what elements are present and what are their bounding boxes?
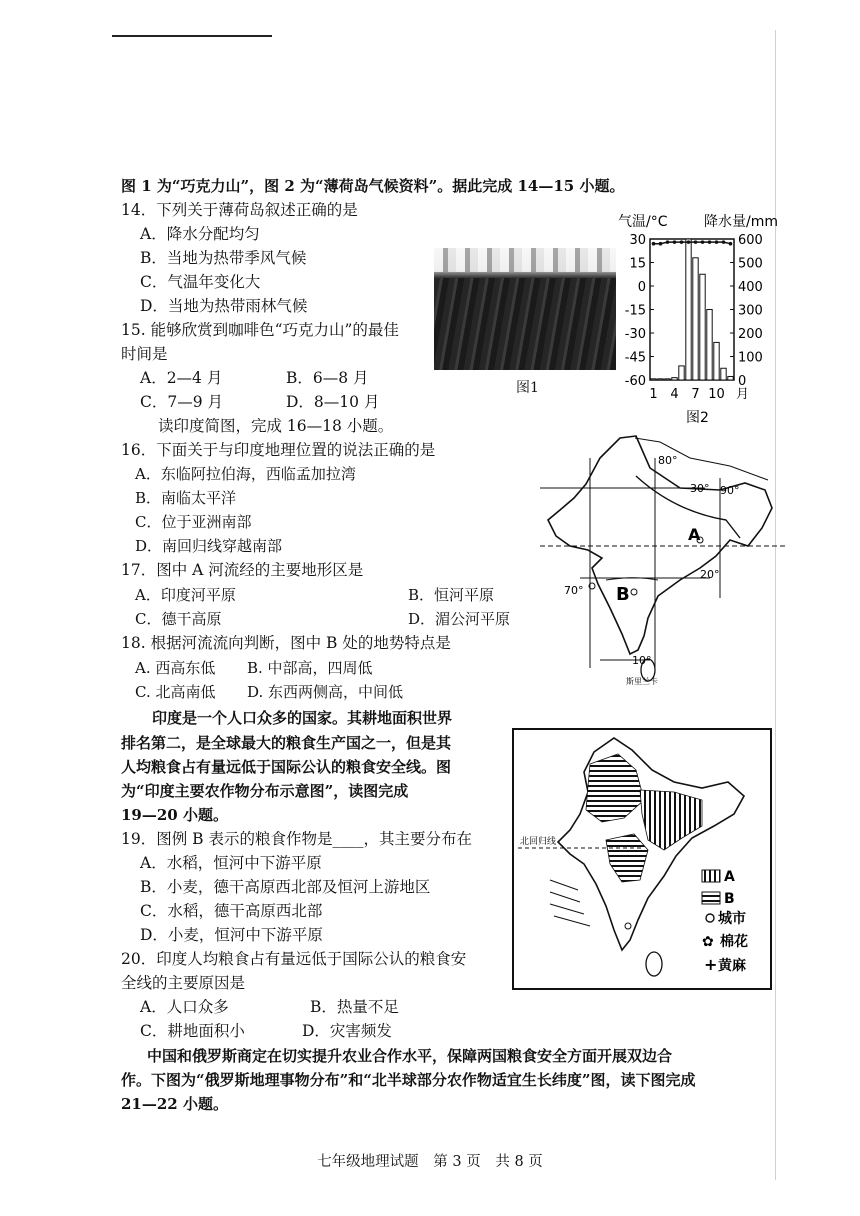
q16-option-c: C．位于亚洲南部 bbox=[135, 513, 252, 531]
temperature-line bbox=[654, 242, 731, 244]
q19-option-b: B．小麦，德干高原西北部及恒河上游地区 bbox=[140, 878, 431, 896]
label-90: 90° bbox=[720, 484, 740, 497]
q20-option-a: A．人口众多 bbox=[140, 998, 229, 1016]
y-right-tick: 500 bbox=[738, 256, 763, 272]
y-left-tick: 30 bbox=[629, 233, 646, 248]
y-left-tick: -60 bbox=[624, 374, 646, 389]
crop-map bbox=[514, 730, 770, 988]
passage-21-22-line1: 中国和俄罗斯商定在切实提升农业合作水平，保障两国粮食安全方面开展双边合 bbox=[147, 1047, 673, 1065]
y-left-tick: 0 bbox=[637, 280, 646, 295]
q15-option-b: B．6—8 月 bbox=[286, 369, 369, 387]
legend-label-a: A bbox=[724, 869, 735, 885]
q16-option-b: B．南临太平洋 bbox=[135, 489, 237, 507]
intro-14-15: 图 1 为“巧克力山”，图 2 为“薄荷岛气候资料”。据此完成 14—15 小题。 bbox=[121, 177, 625, 195]
monsoon-arrow-3 bbox=[550, 904, 584, 914]
q15-stem-line1: 15. 能够欣赏到咖啡色“巧克力山”的最佳 bbox=[121, 321, 399, 339]
legend-swatch-b bbox=[702, 892, 720, 904]
tropic-label: 北回归线 bbox=[520, 837, 557, 847]
q14-option-b: B．当地为热带季风气候 bbox=[140, 249, 307, 267]
chocolate-hills-photo bbox=[434, 248, 616, 370]
legend-label-cotton: 棉花 bbox=[720, 934, 748, 950]
precipitation-bar bbox=[721, 368, 726, 380]
x-tick: 1 bbox=[649, 387, 658, 402]
q15-option-c: C．7—9 月 bbox=[140, 393, 224, 411]
q14-option-a: A．降水分配均匀 bbox=[140, 225, 260, 243]
crop-area-b-south bbox=[606, 834, 648, 882]
precipitation-bar bbox=[714, 342, 719, 380]
climate-chart bbox=[600, 208, 790, 430]
label-80: 80° bbox=[658, 454, 678, 467]
q14-option-d: D．当地为热带雨林气候 bbox=[140, 297, 308, 315]
passage-19-20-line3: 人均粮食占有量远低于国际公认的粮食安全线。图 bbox=[121, 758, 452, 776]
label-point-b: B bbox=[616, 584, 630, 605]
precipitation-bar bbox=[707, 310, 712, 381]
y-left-tick: 15 bbox=[629, 256, 646, 272]
q20-stem-line1: 20．印度人均粮食占有量远低于国际公认的粮食安 bbox=[121, 950, 467, 968]
q20-stem-line2: 全线的主要原因是 bbox=[121, 974, 246, 992]
precipitation-bar bbox=[679, 366, 684, 380]
label-70: 70° bbox=[564, 584, 584, 597]
label-10: 10° bbox=[632, 654, 652, 667]
city-dot-2 bbox=[631, 589, 637, 595]
y-right-tick: 300 bbox=[738, 303, 763, 319]
q20-option-d: D．灾害频发 bbox=[302, 1022, 392, 1040]
india-sketch-map bbox=[540, 428, 790, 690]
crop-area-a bbox=[640, 790, 702, 850]
passage-21-22-line3: 21—22 小题。 bbox=[121, 1095, 228, 1113]
scan-edge-line bbox=[775, 30, 776, 1180]
q17-option-c: C．德干高原 bbox=[135, 610, 222, 628]
page-footer bbox=[0, 1150, 860, 1171]
q16-option-a: A．东临阿拉伯海，西临孟加拉湾 bbox=[135, 465, 356, 483]
q15-option-d: D．8—10 月 bbox=[286, 393, 380, 411]
legend-label-b: B bbox=[724, 891, 735, 907]
y-left-tick: -45 bbox=[624, 350, 646, 366]
jute-icon: + bbox=[704, 955, 718, 974]
q16-option-d: D．南回归线穿越南部 bbox=[135, 537, 283, 555]
passage-19-20-line1: 印度是一个人口众多的国家。其耕地面积世界 bbox=[152, 709, 453, 727]
q18-option-a: A. 西高东低 bbox=[135, 659, 216, 677]
y-right-label: 降水量/mm bbox=[704, 214, 778, 230]
monsoon-arrow-4 bbox=[554, 916, 590, 926]
q19-option-c: C．水稻，德干高原西北部 bbox=[140, 902, 323, 920]
fig2-caption: 图2 bbox=[686, 410, 709, 426]
monsoon-arrow-1 bbox=[550, 880, 578, 890]
q18-option-c: C. 北高南低 bbox=[135, 683, 216, 701]
legend-label-jute: 黄麻 bbox=[718, 958, 746, 974]
fig1-caption: 图1 bbox=[516, 380, 539, 396]
y-right-tick: 400 bbox=[738, 280, 763, 295]
chart-frame bbox=[650, 239, 734, 380]
q17-option-d: D．湄公河平原 bbox=[408, 610, 511, 628]
q14-option-c: C．气温年变化大 bbox=[140, 273, 261, 291]
legend-city-icon bbox=[706, 914, 714, 922]
y-right-tick: 600 bbox=[738, 233, 763, 248]
y-right-tick: 100 bbox=[738, 350, 763, 366]
passage-19-20-line2: 排名第二，是全球最大的粮食生产国之一，但是其 bbox=[121, 734, 452, 752]
label-30: 30° bbox=[690, 482, 710, 495]
q19-stem: 19．图例 B 表示的粮食作物是____，其主要分布在 bbox=[121, 830, 472, 848]
crop-map-frame bbox=[512, 728, 772, 990]
y-left-tick: -15 bbox=[624, 303, 646, 319]
crop-map-india-outline bbox=[558, 738, 744, 950]
crop-map-city bbox=[625, 923, 631, 929]
q19-option-d: D．小麦，恒河中下游平原 bbox=[140, 926, 323, 944]
precipitation-bar bbox=[728, 376, 733, 380]
y-right-tick: 200 bbox=[738, 327, 763, 342]
precipitation-bar bbox=[672, 378, 677, 380]
precipitation-bar bbox=[665, 379, 670, 380]
passage-19-20-line4: 为“印度主要农作物分布示意图”，读图完成 bbox=[121, 782, 409, 800]
q18-option-d: D. 东西两侧高，中间低 bbox=[247, 683, 404, 701]
x-tick: 7 bbox=[691, 387, 700, 402]
passage-21-22-line2: 作。下图为“俄罗斯地理事物分布”和“北半球部分农作物适宜生长纬度”图，读下图完成 bbox=[121, 1071, 696, 1089]
q19-option-a: A．水稻，恒河中下游平原 bbox=[140, 854, 322, 872]
q18-stem: 18. 根据河流流向判断，图中 B 处的地势特点是 bbox=[121, 634, 451, 652]
crop-map-sri-lanka bbox=[646, 952, 662, 976]
footer-title: 七年级地理试题 bbox=[317, 1154, 419, 1170]
crop-area-b bbox=[586, 754, 644, 822]
y-left-tick: -30 bbox=[624, 327, 646, 342]
legend-label-city: 城市 bbox=[718, 911, 746, 927]
x-tick: 月 bbox=[736, 387, 750, 402]
footer-total: 共 8 页 bbox=[495, 1154, 543, 1170]
precipitation-bar bbox=[700, 274, 705, 380]
header-rule bbox=[112, 35, 272, 37]
label-sri-lanka: 斯里兰卡 bbox=[626, 677, 658, 686]
legend-swatch-a bbox=[702, 870, 720, 882]
x-tick: 4 bbox=[670, 387, 679, 402]
y-left-label: 气温/°C bbox=[618, 214, 668, 230]
intro-16-18: 读印度简图，完成 16—18 小题。 bbox=[158, 417, 394, 435]
precipitation-bar bbox=[651, 379, 656, 380]
y-right-tick: 0 bbox=[738, 374, 747, 389]
q20-option-c: C．耕地面积小 bbox=[140, 1022, 245, 1040]
q18-option-b: B. 中部高，四周低 bbox=[247, 659, 373, 677]
footer-page: 第 3 页 bbox=[433, 1154, 481, 1170]
q16-stem: 16．下面关于与印度地理位置的说法正确的是 bbox=[121, 441, 436, 459]
precipitation-bar bbox=[693, 258, 698, 380]
q14-stem: 14．下列关于薄荷岛叙述正确的是 bbox=[121, 201, 358, 219]
precipitation-bar bbox=[658, 379, 663, 380]
q17-stem: 17．图中 A 河流经的主要地形区是 bbox=[121, 561, 364, 579]
cotton-icon: ✿ bbox=[702, 934, 714, 950]
q17-option-a: A．印度河平原 bbox=[135, 586, 236, 604]
q15-option-a: A．2—4 月 bbox=[140, 369, 223, 387]
monsoon-arrow-2 bbox=[550, 892, 580, 902]
photo-sky bbox=[434, 248, 616, 272]
passage-19-20-line5: 19—20 小题。 bbox=[121, 806, 228, 824]
label-river-a: A bbox=[688, 525, 701, 544]
q17-option-b: B．恒河平原 bbox=[408, 586, 495, 604]
label-20: 20° bbox=[700, 568, 720, 581]
x-tick: 10 bbox=[708, 387, 725, 402]
photo-hills bbox=[434, 278, 616, 370]
q20-option-b: B．热量不足 bbox=[310, 998, 399, 1016]
q15-stem-line2: 时间是 bbox=[121, 345, 168, 363]
precipitation-bar bbox=[686, 239, 691, 380]
